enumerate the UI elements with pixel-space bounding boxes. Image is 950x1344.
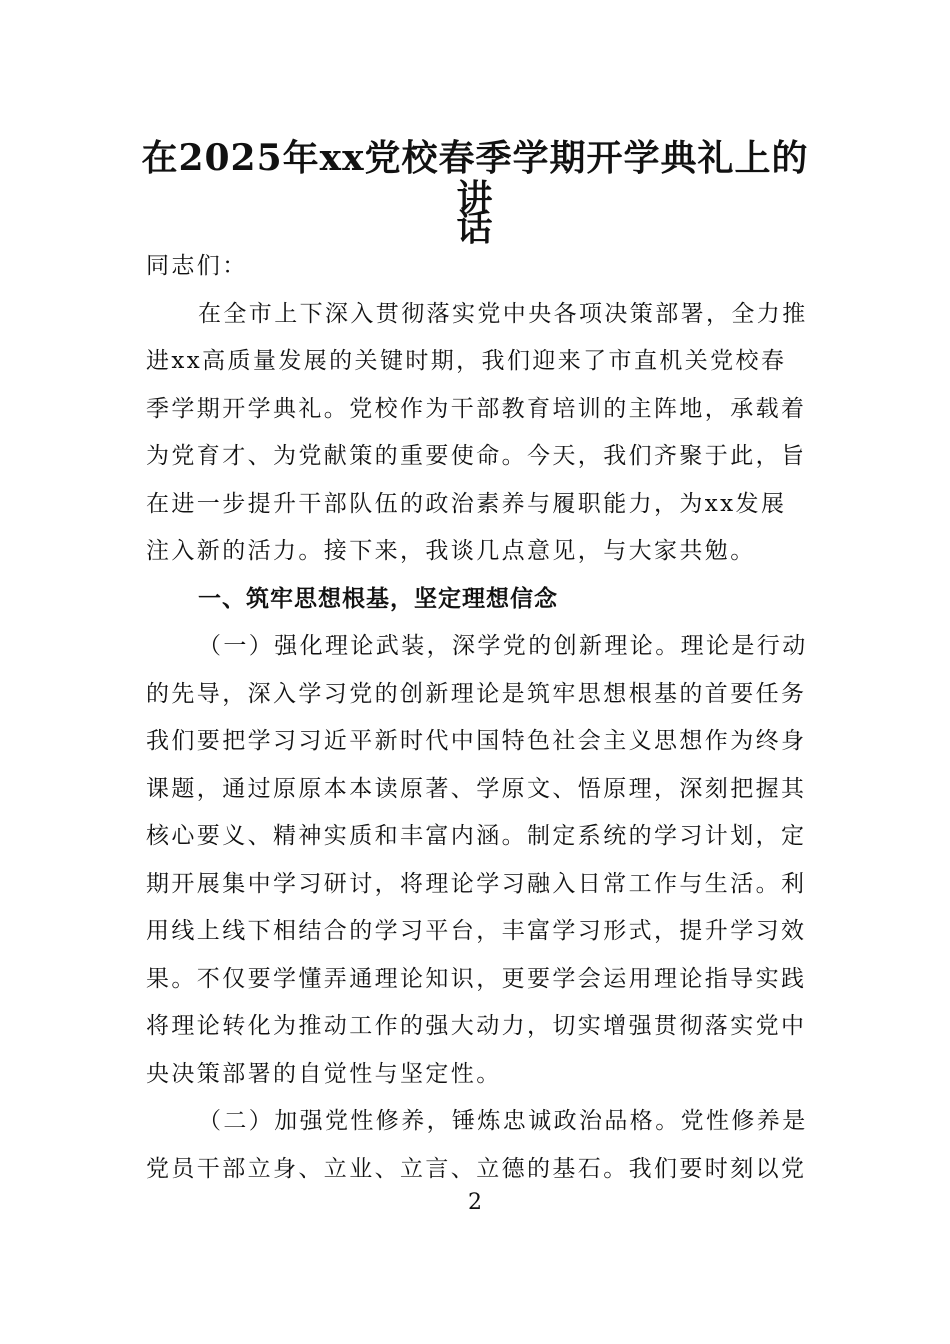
section-heading: 一、筑牢思想根基，坚定理想信念 <box>198 585 558 612</box>
page-number: 2 <box>468 1190 482 1215</box>
paragraph-line: （一）强化理论武装，深学党的创新理论。理论是行动 <box>198 633 808 659</box>
paragraph-line: 核心要义、精神实质和丰富内涵。制定系统的学习计划，定 <box>146 823 807 849</box>
paragraph-line: 将理论转化为推动工作的强大动力，切实增强贯彻落实党中 <box>146 1013 807 1039</box>
paragraph-line: 期开展集中学习研讨，将理论学习融入日常工作与生活。利 <box>146 870 807 897</box>
salutation: 同志们： <box>146 253 248 279</box>
paragraph-line: 央决策部署的自觉性与坚定性。 <box>146 1060 502 1087</box>
paragraph-line: 季学期开学典礼。党校作为干部教育培训的主阵地，承载着 <box>146 395 807 422</box>
paragraph-line: 用线上线下相结合的学习平台，丰富学习形式，提升学习效 <box>146 918 807 944</box>
document-body <box>146 243 810 1193</box>
paragraph-line: 进xx高质量发展的关键时期，我们迎来了市直机关党校春 <box>146 348 787 374</box>
paragraph-line: 果。不仅要学懂弄通理论知识，更要学会运用理论指导实践 <box>146 965 807 992</box>
paragraph-line: 我们要把学习习近平新时代中国特色社会主义思想作为终身 <box>146 728 807 754</box>
paragraph-line: 注入新的活力。接下来，我谈几点意见，与大家共勉。 <box>146 538 756 564</box>
paragraph-line: 在进一步提升干部队伍的政治素养与履职能力，为xx发展 <box>146 490 787 517</box>
document-title-line-1: 在2025年xx党校春季学期开学典礼上的讲 <box>141 137 809 219</box>
document-title-line-2: 话 <box>456 207 494 249</box>
paragraph-line: 在全市上下深入贯彻落实党中央各项决策部署，全力推 <box>198 300 808 327</box>
paragraph-line: 的先导，深入学习党的创新理论是筑牢思想根基的首要任务 <box>146 680 807 707</box>
paragraph-line: （二）加强党性修养，锤炼忠诚政治品格。党性修养是 <box>198 1108 808 1134</box>
paragraph-line: 为党育才、为党献策的重要使命。今天，我们齐聚于此，旨 <box>146 443 807 469</box>
paragraph-line: 课题，通过原原本本读原著、学原文、悟原理，深刻把握其 <box>146 775 807 802</box>
paragraph-line: 党员干部立身、立业、立言、立德的基石。我们要时刻以党 <box>146 1155 807 1182</box>
